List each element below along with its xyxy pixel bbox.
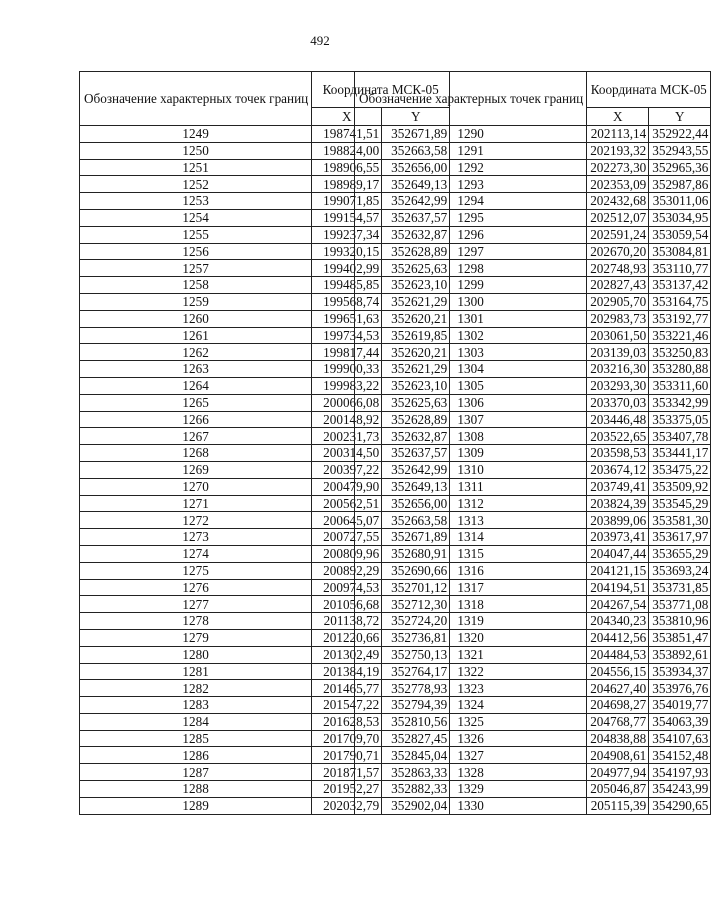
point-id-cell: 1288 (80, 781, 312, 798)
y-coordinate-cell: 352943,55 (649, 142, 711, 159)
x-coordinate-cell: 200148,92 (312, 411, 382, 428)
x-coordinate-cell: 204908,61 (587, 747, 649, 764)
point-id-cell: 1316 (355, 562, 587, 579)
y-coordinate-cell: 352724,20 (382, 613, 450, 630)
point-id-cell: 1262 (80, 344, 312, 361)
y-column-header: Y (382, 108, 450, 126)
x-coordinate-cell: 202113,14 (587, 126, 649, 143)
coordinate-system-header: Координата МСК-05 (312, 72, 450, 108)
y-coordinate-cell: 353617,97 (649, 529, 711, 546)
x-coordinate-cell: 199402,99 (312, 260, 382, 277)
x-coordinate-cell: 203824,39 (587, 495, 649, 512)
x-coordinate-cell: 202353,09 (587, 176, 649, 193)
point-id-cell: 1278 (80, 613, 312, 630)
point-id-cell: 1313 (355, 512, 587, 529)
point-id-cell: 1315 (355, 545, 587, 562)
y-coordinate-cell: 352642,99 (382, 193, 450, 210)
table-row (355, 747, 711, 764)
y-coordinate-cell: 352663,58 (382, 142, 450, 159)
table-row (355, 159, 711, 176)
y-coordinate-cell: 352623,10 (382, 377, 450, 394)
table-row (355, 461, 711, 478)
y-coordinate-cell: 353110,77 (649, 260, 711, 277)
y-coordinate-cell: 353475,22 (649, 461, 711, 478)
x-coordinate-cell: 199900,33 (312, 361, 382, 378)
y-coordinate-cell: 352623,10 (382, 277, 450, 294)
point-id-cell: 1291 (355, 142, 587, 159)
point-id-cell: 1310 (355, 461, 587, 478)
table-row (355, 243, 711, 260)
x-coordinate-cell: 201547,22 (312, 697, 382, 714)
x-coordinate-cell: 203674,12 (587, 461, 649, 478)
y-coordinate-cell: 352712,30 (382, 596, 450, 613)
table-row (355, 680, 711, 697)
table-row (355, 579, 711, 596)
point-id-cell: 1255 (80, 226, 312, 243)
point-id-cell: 1325 (355, 713, 587, 730)
y-coordinate-cell: 353311,60 (649, 377, 711, 394)
y-coordinate-cell: 352987,86 (649, 176, 711, 193)
y-coordinate-cell: 352671,89 (382, 126, 450, 143)
point-id-cell: 1307 (355, 411, 587, 428)
x-coordinate-cell: 199817,44 (312, 344, 382, 361)
point-id-cell: 1297 (355, 243, 587, 260)
table-row (355, 512, 711, 529)
point-id-cell: 1302 (355, 327, 587, 344)
x-coordinate-cell: 200974,53 (312, 579, 382, 596)
x-coordinate-cell: 204977,94 (587, 764, 649, 781)
y-coordinate-cell: 354107,63 (649, 730, 711, 747)
table-row (355, 310, 711, 327)
coordinate-system-header: Координата МСК-05 (587, 72, 711, 108)
x-coordinate-cell: 204627,40 (587, 680, 649, 697)
x-coordinate-cell: 201138,72 (312, 613, 382, 630)
point-id-cell: 1324 (355, 697, 587, 714)
point-id-cell: 1268 (80, 445, 312, 462)
x-coordinate-cell: 203370,03 (587, 394, 649, 411)
x-coordinate-cell: 201628,53 (312, 713, 382, 730)
y-coordinate-cell: 352671,89 (382, 529, 450, 546)
y-coordinate-cell: 352620,21 (382, 344, 450, 361)
x-coordinate-cell: 198824,00 (312, 142, 382, 159)
point-id-cell: 1267 (80, 428, 312, 445)
y-coordinate-cell: 353084,81 (649, 243, 711, 260)
y-coordinate-cell: 353059,54 (649, 226, 711, 243)
table-row (355, 377, 711, 394)
y-coordinate-cell: 352922,44 (649, 126, 711, 143)
table-row (355, 697, 711, 714)
y-coordinate-cell: 354063,39 (649, 713, 711, 730)
y-coordinate-cell: 352778,93 (382, 680, 450, 697)
x-coordinate-cell: 199568,74 (312, 293, 382, 310)
table-row (355, 545, 711, 562)
x-coordinate-cell: 199983,22 (312, 377, 382, 394)
point-id-cell: 1327 (355, 747, 587, 764)
table-body (355, 126, 711, 815)
x-coordinate-cell: 203139,03 (587, 344, 649, 361)
table-row (355, 193, 711, 210)
x-coordinate-cell: 200314,50 (312, 445, 382, 462)
x-coordinate-cell: 201871,57 (312, 764, 382, 781)
y-coordinate-cell: 353851,47 (649, 629, 711, 646)
y-coordinate-cell: 352656,00 (382, 159, 450, 176)
y-coordinate-cell: 353693,24 (649, 562, 711, 579)
point-id-cell: 1251 (80, 159, 312, 176)
x-coordinate-cell: 200562,51 (312, 495, 382, 512)
point-id-cell: 1299 (355, 277, 587, 294)
y-coordinate-cell: 352625,63 (382, 260, 450, 277)
x-coordinate-cell: 203973,41 (587, 529, 649, 546)
point-id-cell: 1308 (355, 428, 587, 445)
table-row (355, 142, 711, 159)
x-coordinate-cell: 205115,39 (587, 797, 649, 814)
point-id-cell: 1256 (80, 243, 312, 260)
x-coordinate-cell: 202193,32 (587, 142, 649, 159)
point-id-cell: 1273 (80, 529, 312, 546)
coordinates-table-right (354, 71, 711, 815)
x-coordinate-cell: 199237,34 (312, 226, 382, 243)
x-coordinate-cell: 204768,77 (587, 713, 649, 730)
y-coordinate-cell: 354019,77 (649, 697, 711, 714)
x-coordinate-cell: 203293,30 (587, 377, 649, 394)
y-coordinate-cell: 352794,39 (382, 697, 450, 714)
y-coordinate-cell: 352621,29 (382, 361, 450, 378)
y-coordinate-cell: 353976,76 (649, 680, 711, 697)
point-id-cell: 1289 (80, 797, 312, 814)
point-id-cell: 1287 (80, 764, 312, 781)
point-id-cell: 1329 (355, 781, 587, 798)
table-row (355, 277, 711, 294)
y-coordinate-cell: 353192,77 (649, 310, 711, 327)
table-row (355, 445, 711, 462)
x-coordinate-cell: 202032,79 (312, 797, 382, 814)
point-id-cell: 1311 (355, 478, 587, 495)
table-row (355, 562, 711, 579)
point-id-cell: 1304 (355, 361, 587, 378)
y-coordinate-cell: 352680,91 (382, 545, 450, 562)
x-coordinate-cell: 199071,85 (312, 193, 382, 210)
x-column-header: X (587, 108, 649, 126)
y-coordinate-cell: 352882,33 (382, 781, 450, 798)
point-id-cell: 1303 (355, 344, 587, 361)
table-row (355, 663, 711, 680)
y-coordinate-cell: 353892,61 (649, 646, 711, 663)
y-coordinate-cell: 353934,37 (649, 663, 711, 680)
point-id-cell: 1271 (80, 495, 312, 512)
x-coordinate-cell: 199485,85 (312, 277, 382, 294)
y-coordinate-cell: 352621,29 (382, 293, 450, 310)
table-row (355, 226, 711, 243)
x-coordinate-cell: 203216,30 (587, 361, 649, 378)
point-id-cell: 1322 (355, 663, 587, 680)
y-coordinate-cell: 353810,96 (649, 613, 711, 630)
point-id-cell: 1252 (80, 176, 312, 193)
y-coordinate-cell: 353034,95 (649, 209, 711, 226)
point-id-cell: 1295 (355, 209, 587, 226)
y-coordinate-cell: 352845,04 (382, 747, 450, 764)
x-coordinate-cell: 199154,57 (312, 209, 382, 226)
y-coordinate-cell: 352701,12 (382, 579, 450, 596)
point-id-cell: 1282 (80, 680, 312, 697)
table-row (355, 126, 711, 143)
x-coordinate-cell: 198741,51 (312, 126, 382, 143)
table-row (355, 781, 711, 798)
y-coordinate-cell: 353731,85 (649, 579, 711, 596)
point-id-cell: 1254 (80, 209, 312, 226)
x-coordinate-cell: 202512,07 (587, 209, 649, 226)
x-coordinate-cell: 204698,27 (587, 697, 649, 714)
point-id-cell: 1274 (80, 545, 312, 562)
x-coordinate-cell: 201220,66 (312, 629, 382, 646)
y-coordinate-cell: 354243,99 (649, 781, 711, 798)
table-row (355, 428, 711, 445)
y-coordinate-cell: 352628,89 (382, 411, 450, 428)
y-coordinate-cell: 352764,17 (382, 663, 450, 680)
y-coordinate-cell: 352902,04 (382, 797, 450, 814)
y-coordinate-cell: 352863,33 (382, 764, 450, 781)
point-id-cell: 1283 (80, 697, 312, 714)
y-coordinate-cell: 353375,05 (649, 411, 711, 428)
y-column-header: Y (649, 108, 711, 126)
y-coordinate-cell: 353011,06 (649, 193, 711, 210)
y-coordinate-cell: 353221,46 (649, 327, 711, 344)
point-id-cell: 1276 (80, 579, 312, 596)
y-coordinate-cell: 352642,99 (382, 461, 450, 478)
x-coordinate-cell: 204340,23 (587, 613, 649, 630)
x-coordinate-cell: 202983,73 (587, 310, 649, 327)
point-id-cell: 1264 (80, 377, 312, 394)
x-coordinate-cell: 201384,19 (312, 663, 382, 680)
point-id-cell: 1257 (80, 260, 312, 277)
table-row (355, 596, 711, 613)
point-id-cell: 1263 (80, 361, 312, 378)
y-coordinate-cell: 353250,83 (649, 344, 711, 361)
point-id-cell: 1249 (80, 126, 312, 143)
y-coordinate-cell: 352656,00 (382, 495, 450, 512)
y-coordinate-cell: 354290,65 (649, 797, 711, 814)
x-coordinate-cell: 198989,17 (312, 176, 382, 193)
x-coordinate-cell: 200397,22 (312, 461, 382, 478)
point-id-cell: 1326 (355, 730, 587, 747)
point-id-cell: 1280 (80, 646, 312, 663)
point-id-cell: 1306 (355, 394, 587, 411)
x-coordinate-cell: 204838,88 (587, 730, 649, 747)
x-coordinate-cell: 205046,87 (587, 781, 649, 798)
y-coordinate-cell: 353407,78 (649, 428, 711, 445)
y-coordinate-cell: 352632,87 (382, 226, 450, 243)
point-column-header: Обозначение характерных точек границ (355, 72, 587, 126)
point-id-cell: 1261 (80, 327, 312, 344)
x-coordinate-cell: 201790,71 (312, 747, 382, 764)
y-coordinate-cell: 353137,42 (649, 277, 711, 294)
x-coordinate-cell: 204267,54 (587, 596, 649, 613)
y-coordinate-cell: 353342,99 (649, 394, 711, 411)
y-coordinate-cell: 352620,21 (382, 310, 450, 327)
point-id-cell: 1286 (80, 747, 312, 764)
y-coordinate-cell: 352736,81 (382, 629, 450, 646)
point-id-cell: 1298 (355, 260, 587, 277)
point-id-cell: 1320 (355, 629, 587, 646)
table-row (355, 646, 711, 663)
y-coordinate-cell: 352750,13 (382, 646, 450, 663)
x-coordinate-cell: 203446,48 (587, 411, 649, 428)
table-row (355, 730, 711, 747)
y-coordinate-cell: 352628,89 (382, 243, 450, 260)
x-coordinate-cell: 202591,24 (587, 226, 649, 243)
y-coordinate-cell: 353771,08 (649, 596, 711, 613)
point-id-cell: 1266 (80, 411, 312, 428)
table-row (355, 293, 711, 310)
x-coordinate-cell: 202432,68 (587, 193, 649, 210)
table-row (355, 394, 711, 411)
point-id-cell: 1309 (355, 445, 587, 462)
table-row (355, 529, 711, 546)
x-coordinate-cell: 199320,15 (312, 243, 382, 260)
x-coordinate-cell: 202748,93 (587, 260, 649, 277)
y-coordinate-cell: 353655,29 (649, 545, 711, 562)
x-coordinate-cell: 200231,73 (312, 428, 382, 445)
table-row (355, 411, 711, 428)
table-row (355, 344, 711, 361)
table-row (355, 361, 711, 378)
y-coordinate-cell: 353164,75 (649, 293, 711, 310)
point-id-cell: 1269 (80, 461, 312, 478)
point-id-cell: 1253 (80, 193, 312, 210)
point-id-cell: 1317 (355, 579, 587, 596)
point-id-cell: 1328 (355, 764, 587, 781)
y-coordinate-cell: 352690,66 (382, 562, 450, 579)
point-column-header: Обозначение характерных точек границ (80, 72, 312, 126)
y-coordinate-cell: 353280,88 (649, 361, 711, 378)
y-coordinate-cell: 352632,87 (382, 428, 450, 445)
y-coordinate-cell: 352619,85 (382, 327, 450, 344)
x-coordinate-cell: 200066,08 (312, 394, 382, 411)
point-id-cell: 1258 (80, 277, 312, 294)
y-coordinate-cell: 353581,30 (649, 512, 711, 529)
x-coordinate-cell: 201952,27 (312, 781, 382, 798)
table-row (355, 260, 711, 277)
point-id-cell: 1319 (355, 613, 587, 630)
y-coordinate-cell: 354197,93 (649, 764, 711, 781)
x-coordinate-cell: 201056,68 (312, 596, 382, 613)
point-id-cell: 1323 (355, 680, 587, 697)
x-coordinate-cell: 200809,96 (312, 545, 382, 562)
point-id-cell: 1318 (355, 596, 587, 613)
point-id-cell: 1270 (80, 478, 312, 495)
y-coordinate-cell: 352810,56 (382, 713, 450, 730)
x-coordinate-cell: 198906,55 (312, 159, 382, 176)
y-coordinate-cell: 352649,13 (382, 176, 450, 193)
y-coordinate-cell: 352663,58 (382, 512, 450, 529)
page-number: 492 (310, 33, 330, 48)
y-coordinate-cell: 352637,57 (382, 445, 450, 462)
x-coordinate-cell: 202273,30 (587, 159, 649, 176)
y-coordinate-cell: 353545,29 (649, 495, 711, 512)
y-coordinate-cell: 352625,63 (382, 394, 450, 411)
x-coordinate-cell: 203598,53 (587, 445, 649, 462)
x-coordinate-cell: 200479,90 (312, 478, 382, 495)
x-coordinate-cell: 200645,07 (312, 512, 382, 529)
point-id-cell: 1259 (80, 293, 312, 310)
x-coordinate-cell: 204412,56 (587, 629, 649, 646)
point-id-cell: 1265 (80, 394, 312, 411)
point-id-cell: 1296 (355, 226, 587, 243)
x-coordinate-cell: 203061,50 (587, 327, 649, 344)
y-coordinate-cell: 354152,48 (649, 747, 711, 764)
point-id-cell: 1284 (80, 713, 312, 730)
x-coordinate-cell: 204047,44 (587, 545, 649, 562)
table-row (355, 176, 711, 193)
point-id-cell: 1314 (355, 529, 587, 546)
point-id-cell: 1277 (80, 596, 312, 613)
y-coordinate-cell: 353441,17 (649, 445, 711, 462)
point-id-cell: 1285 (80, 730, 312, 747)
point-id-cell: 1300 (355, 293, 587, 310)
x-coordinate-cell: 204121,15 (587, 562, 649, 579)
table-row (355, 713, 711, 730)
x-coordinate-cell: 202670,20 (587, 243, 649, 260)
y-coordinate-cell: 352637,57 (382, 209, 450, 226)
point-id-cell: 1250 (80, 142, 312, 159)
point-id-cell: 1321 (355, 646, 587, 663)
x-coordinate-cell: 203899,06 (587, 512, 649, 529)
point-id-cell: 1275 (80, 562, 312, 579)
point-id-cell: 1312 (355, 495, 587, 512)
point-id-cell: 1294 (355, 193, 587, 210)
point-id-cell: 1260 (80, 310, 312, 327)
x-coordinate-cell: 202827,43 (587, 277, 649, 294)
table-row (355, 209, 711, 226)
x-coordinate-cell: 204484,53 (587, 646, 649, 663)
point-id-cell: 1293 (355, 176, 587, 193)
x-coordinate-cell: 200727,55 (312, 529, 382, 546)
table-row (355, 478, 711, 495)
table-row (355, 327, 711, 344)
table-row (355, 797, 711, 814)
x-coordinate-cell: 199734,53 (312, 327, 382, 344)
point-id-cell: 1305 (355, 377, 587, 394)
x-coordinate-cell: 204556,15 (587, 663, 649, 680)
x-coordinate-cell: 201465,77 (312, 680, 382, 697)
y-coordinate-cell: 352965,36 (649, 159, 711, 176)
x-coordinate-cell: 201302,49 (312, 646, 382, 663)
point-id-cell: 1281 (80, 663, 312, 680)
table-row (355, 629, 711, 646)
table-row (355, 495, 711, 512)
point-id-cell: 1272 (80, 512, 312, 529)
x-coordinate-cell: 203522,65 (587, 428, 649, 445)
y-coordinate-cell: 353509,92 (649, 478, 711, 495)
point-id-cell: 1292 (355, 159, 587, 176)
point-id-cell: 1330 (355, 797, 587, 814)
x-coordinate-cell: 203749,41 (587, 478, 649, 495)
table-row (355, 764, 711, 781)
y-coordinate-cell: 352649,13 (382, 478, 450, 495)
x-coordinate-cell: 199651,63 (312, 310, 382, 327)
x-coordinate-cell: 201709,70 (312, 730, 382, 747)
table-row (355, 613, 711, 630)
x-column-header: X (312, 108, 382, 126)
point-id-cell: 1301 (355, 310, 587, 327)
point-id-cell: 1290 (355, 126, 587, 143)
y-coordinate-cell: 352827,45 (382, 730, 450, 747)
point-id-cell: 1279 (80, 629, 312, 646)
x-coordinate-cell: 204194,51 (587, 579, 649, 596)
x-coordinate-cell: 202905,70 (587, 293, 649, 310)
x-coordinate-cell: 200892,29 (312, 562, 382, 579)
